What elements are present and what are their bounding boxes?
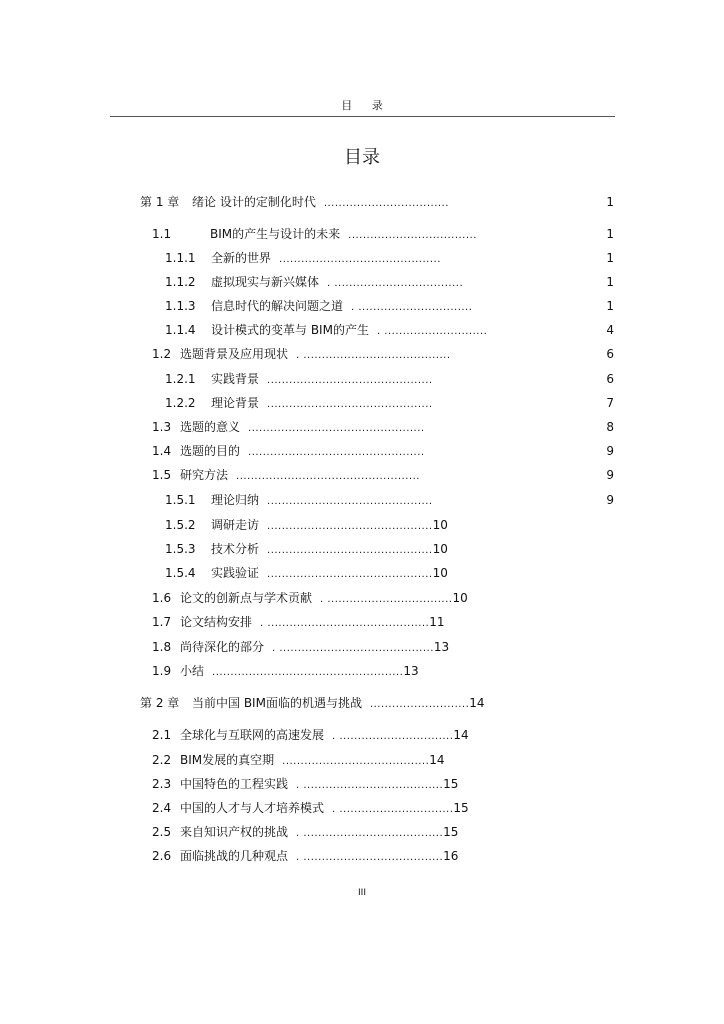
toc-entry-number: 1.6 [152,591,172,605]
toc-entry-title: 绪论 设计的定制化时代 [192,195,316,209]
header-divider [110,116,615,117]
toc-entry-leader: . ................................... [327,278,464,289]
toc-entry[interactable] [152,589,468,607]
toc-entry[interactable] [152,466,420,484]
toc-entry-number: 1.9 [152,664,172,678]
toc-entry-leader: . ............................ [376,326,488,337]
toc-entry-leader: . ............................................ [260,618,430,629]
toc-entry-number: 2.2 [152,753,172,767]
toc-entry[interactable] [165,394,433,412]
toc-entry-number: 1.5 [152,468,172,482]
toc-entry-title: 中国特色的工程实践 [180,777,289,791]
toc-entry-page: 6 [606,347,614,361]
toc-entry-leader: ................................................ [248,447,425,458]
toc-entry-number: 1.1 [152,227,172,241]
toc-entry-title: 小结 [180,664,205,678]
toc-entry-leader: . .................................. [320,594,453,605]
toc-entry-page: 4 [606,323,614,337]
toc-entry-title: 技术分析 [211,542,260,556]
toc-entry-number: 第 1 章 [140,195,180,209]
toc-entry-leader: ................................... [348,230,477,241]
toc-entry-leader: . ........................................ [296,350,451,361]
toc-entry-page: 14 [429,753,445,767]
toc-entry-number: 1.1.4 [165,323,196,337]
toc-entry-title: BIM发展的真空期 [180,753,275,767]
toc-entry[interactable] [140,694,485,712]
toc-entry-leader: ............................................ [279,254,441,265]
toc-entry-title: 选题背景及应用现状 [180,347,289,361]
toc-entry-leader: .................................. [323,198,449,209]
toc-entry-page: 10 [432,566,448,580]
toc-entry-number: 1.5.1 [165,493,196,507]
toc-entry-title: 设计模式的变革与 BIM的产生 [211,323,369,337]
toc-entry-page: 1 [606,275,614,289]
toc-entry[interactable] [165,516,448,534]
toc-entry-leader: . ............................... [332,804,454,815]
toc-entry-number: 1.4 [152,444,172,458]
toc-entry[interactable] [152,823,458,841]
toc-entry[interactable] [152,418,425,436]
toc-entry-page: 13 [433,640,450,654]
toc-entry-leader: . ............................... [351,302,473,313]
toc-entry-title: 来自知识产权的挑战 [180,825,289,839]
toc-entry[interactable] [152,638,449,656]
toc-entry-title: 虚拟现实与新兴媒体 [211,275,320,289]
toc-entry-page: 11 [429,615,445,629]
toc-entry-title: 论文的创新点与学术贡献 [180,591,313,605]
toc-entry-leader: . ...................................... [296,780,444,791]
toc-entry-title: 信息时代的解决问题之道 [211,299,344,313]
toc-entry-title: 全球化与互联网的高速发展 [180,728,325,742]
toc-entry-number: 1.1.3 [165,299,196,313]
toc-entry-leader: ........................... [369,699,470,710]
toc-entry-title: 选题的意义 [180,420,241,434]
toc-entry-page: 7 [606,396,614,410]
toc-entry[interactable] [152,751,445,769]
toc-entry-page: 10 [432,518,448,532]
toc-entry-leader: ............................................. [267,569,433,580]
toc-entry[interactable] [165,273,463,291]
toc-entry-number: 1.8 [152,640,172,654]
toc-title: 目录 [344,147,380,168]
toc-entry-page: 13 [403,664,419,678]
toc-entry[interactable] [165,564,448,582]
toc-entry-number: 1.7 [152,615,172,629]
toc-entry-page: 10 [432,542,448,556]
toc-entry-number: 1.5.4 [165,566,196,580]
toc-entry-number: 2.6 [152,849,172,863]
toc-entry-title: 面临挑战的几种观点 [180,849,289,863]
toc-entry-title: 实践背景 [211,372,260,386]
toc-entry[interactable] [152,662,419,680]
toc-entry-page: 1 [606,251,614,265]
toc-entry-number: 1.2.2 [165,396,196,410]
toc-entry-page: 6 [606,372,614,386]
toc-entry-number: 2.5 [152,825,172,839]
toc-entry-number: 1.1.2 [165,275,196,289]
toc-entry-leader: ............................................. [267,375,433,386]
page-header: 目 录 [341,99,391,112]
toc-entry[interactable] [152,726,469,744]
toc-entry-title: 理论背景 [211,396,260,410]
toc-entry-page: 15 [453,801,469,815]
toc-entry-page: 9 [606,493,614,507]
toc-entry-leader: . ............................... [332,731,454,742]
toc-entry[interactable] [140,193,449,211]
toc-entry-title: 研究方法 [180,468,229,482]
toc-entry-leader: . ...................................... [296,828,444,839]
toc-entry-page: 9 [606,468,614,482]
toc-entry-title: 理论归纳 [211,493,260,507]
toc-entry-number: 1.2 [152,347,172,361]
toc-entry[interactable] [165,321,487,339]
toc-entry-leader: .................................................... [212,667,404,678]
toc-entry-title: 中国的人才与人才培养模式 [180,801,325,815]
toc-entry-title: 论文结构安排 [180,615,253,629]
toc-entry-leader: .................................................. [236,471,420,482]
page-number: III [358,888,366,898]
toc-entry-title: 当前中国 BIM面临的机遇与挑战 [192,696,362,710]
toc-entry-page: 10 [452,591,468,605]
toc-entry-number: 1.2.1 [165,372,196,386]
toc-entry-leader: ............................................. [267,521,433,532]
toc-entry-page: 1 [606,299,614,313]
toc-entry-leader: ............................................. [267,545,433,556]
toc-entry-page: 1 [606,195,614,209]
toc-entry-number: 1.5.2 [165,518,196,532]
toc-entry-number: 第 2 章 [140,696,180,710]
toc-entry[interactable] [165,491,433,509]
toc-entry-number: 2.1 [152,728,172,742]
toc-entry-number: 2.4 [152,801,172,815]
toc-entry-page: 15 [443,825,459,839]
toc-entry-title: 全新的世界 [211,251,272,265]
toc-entry[interactable] [165,540,448,558]
toc-entry-page: 9 [606,444,614,458]
toc-entry[interactable] [152,225,477,243]
toc-entry-number: 1.1.1 [165,251,196,265]
toc-entry-leader: . ...................................... [296,852,444,863]
toc-entry-page: 1 [606,227,614,241]
toc-entry-title: 选题的目的 [180,444,241,458]
toc-entry[interactable] [152,442,425,460]
toc-entry-leader: . .......................................... [272,643,434,654]
toc-entry-leader: ............................................. [267,496,433,507]
toc-entry-page: 14 [453,728,469,742]
toc-entry-number: 1.5.3 [165,542,196,556]
toc-entry-page: 16 [443,849,459,863]
toc-entry-page: 8 [606,420,614,434]
toc-entry[interactable] [152,775,458,793]
toc-entry-title: 实践验证 [211,566,260,580]
toc-entry[interactable] [152,847,458,865]
toc-entry[interactable] [152,799,469,817]
toc-entry-number: 2.3 [152,777,172,791]
toc-entry-title: 调研走访 [211,518,260,532]
toc-entry-title: BIM的产生与设计的未来 [210,227,341,241]
toc-entry[interactable] [165,370,433,388]
toc-entry[interactable] [152,345,451,363]
toc-entry[interactable] [152,613,445,631]
toc-entry[interactable] [165,249,441,267]
toc-entry-page: 14 [469,696,485,710]
toc-entry-leader: ........................................ [282,756,430,767]
toc-entry-title: 尚待深化的部分 [180,640,265,654]
toc-entry-number: 1.3 [152,420,172,434]
toc-entry-leader: ............................................. [267,399,433,410]
toc-entry[interactable] [165,297,472,315]
toc-entry-leader: ................................................ [248,423,425,434]
toc-entry-page: 15 [443,777,459,791]
